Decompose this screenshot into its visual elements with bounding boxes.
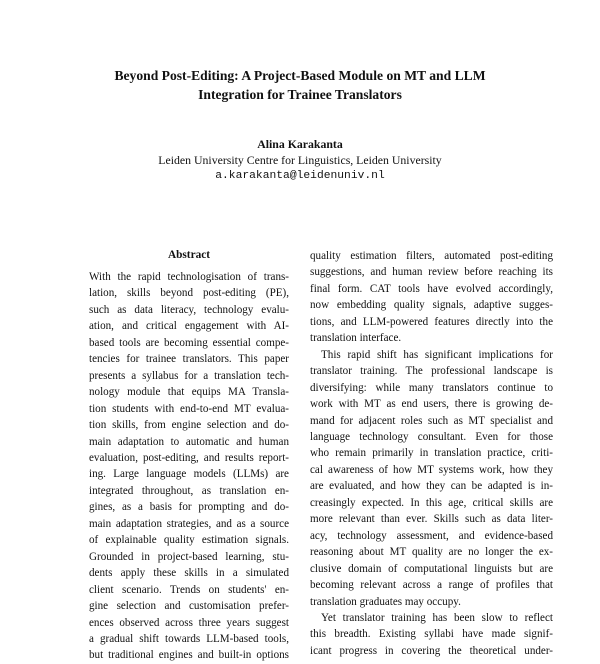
text-line: presents a syllabus for a translation tech- bbox=[89, 369, 289, 382]
text-line: but traditional engines and built-in options bbox=[89, 649, 289, 662]
text-line: main adaptation strategies, and as a source bbox=[89, 517, 289, 530]
text-line: now embedding quality signals, adaptive sugges- bbox=[310, 299, 553, 312]
text-line: based tools are becoming essential compe- bbox=[89, 336, 289, 349]
text-line: translator training. The professional landscape is bbox=[310, 365, 553, 378]
text-line: integrated throughout, as translation en- bbox=[89, 484, 289, 497]
paper-title bbox=[40, 66, 560, 104]
text-line: dents apply these skills in a simulated bbox=[89, 567, 289, 580]
text-line: a gradual shift towards LLM-based tools, bbox=[89, 632, 289, 645]
text-line: lation, skills beyond post-editing (PE), bbox=[89, 287, 289, 300]
text-line: acy, technology assessment, and evidence-based bbox=[310, 529, 553, 542]
text-line: tion skills, from engine selection and do- bbox=[89, 419, 289, 432]
text-line: With the rapid technologisation of trans- bbox=[89, 271, 289, 283]
text-line: translation interface. bbox=[310, 332, 402, 345]
text-line: ing. Large language models (LLMs) are bbox=[89, 468, 289, 481]
text-line: suggestions, and human review before reaching its bbox=[310, 266, 553, 279]
text-line: quality estimation filters, automated post-editing bbox=[310, 250, 553, 262]
text-line: client scenario. Trends on students' en- bbox=[89, 583, 289, 596]
title-line: Integration for Trainee Translators bbox=[198, 87, 402, 102]
text-line: tion students with end-to-end MT evalua- bbox=[89, 402, 289, 415]
text-line: mand for adjacent roles such as MT specialist and bbox=[310, 414, 553, 427]
text-line: tencies for trainee translators. This paper bbox=[89, 353, 289, 366]
text-line: diversifying: while many translators continue to bbox=[310, 381, 553, 394]
text-line: reasoning about MT quality are no longer the ex- bbox=[310, 546, 553, 559]
author-email: a.karakanta@leidenuniv.nl bbox=[215, 170, 385, 182]
text-line: who remain primarily in translation practice, criti- bbox=[310, 447, 553, 460]
text-line: work with MT as end users, there is growing de- bbox=[310, 398, 553, 411]
text-line: nology module that equips MA Transla- bbox=[89, 386, 289, 399]
text-line: translation graduates may occupy. bbox=[310, 595, 461, 608]
text-line: gines, as a basis for prompting and do- bbox=[89, 501, 289, 514]
text-line: Grounded in project-based learning, stu- bbox=[89, 550, 289, 563]
abstract-body bbox=[89, 269, 289, 664]
text-line: Yet translator training has been slow to reflect bbox=[321, 611, 553, 624]
text-line: icant progress in covering the theoretical under- bbox=[310, 644, 553, 657]
author-name: Alina Karakanta bbox=[257, 137, 343, 151]
author-block bbox=[40, 136, 560, 184]
text-line: this breadth. Existing syllabi have made signif- bbox=[310, 628, 553, 641]
text-line: final form. CAT tools have evolved accordingly, bbox=[310, 282, 553, 295]
text-line: such as data literacy, technology evalu- bbox=[89, 303, 289, 316]
text-line: language technology consultant. Even for those bbox=[310, 430, 553, 443]
text-line: more relevant than ever. Skills such as data liter- bbox=[310, 513, 553, 526]
text-line: cal awareness of how MT systems work, how they bbox=[310, 463, 553, 476]
introduction-body bbox=[310, 248, 553, 659]
title-line: Beyond Post-Editing: A Project-Based Module on MT and LLM bbox=[114, 68, 486, 83]
text-line: of explainable quality estimation signals. bbox=[89, 534, 289, 547]
text-line: are evaluated, and how they can be adapted is in- bbox=[310, 480, 553, 493]
abstract-heading: Abstract bbox=[167, 249, 211, 261]
text-line: becoming relevant across a range of profiles that bbox=[310, 579, 553, 592]
text-line: This rapid shift has significant implications for bbox=[321, 348, 553, 361]
text-line: clusive domain of computational linguists but are bbox=[310, 562, 553, 575]
text-line: tions, and LLM-powered features directly into the bbox=[310, 315, 553, 328]
author-affiliation: Leiden University Centre for Linguistics, Leiden University bbox=[158, 153, 442, 167]
text-line: evaluation, post-editing, and results report- bbox=[89, 451, 289, 464]
text-line: ation, and critical engagement with AI- bbox=[89, 320, 289, 333]
text-line: main adaptation to automatic and human bbox=[89, 435, 289, 448]
text-line: gine selection and customisation prefer- bbox=[89, 600, 289, 613]
text-line: ences observed across three years suggest bbox=[89, 616, 289, 629]
text-line: creasingly expected. In this age, critical skills are bbox=[310, 496, 553, 509]
